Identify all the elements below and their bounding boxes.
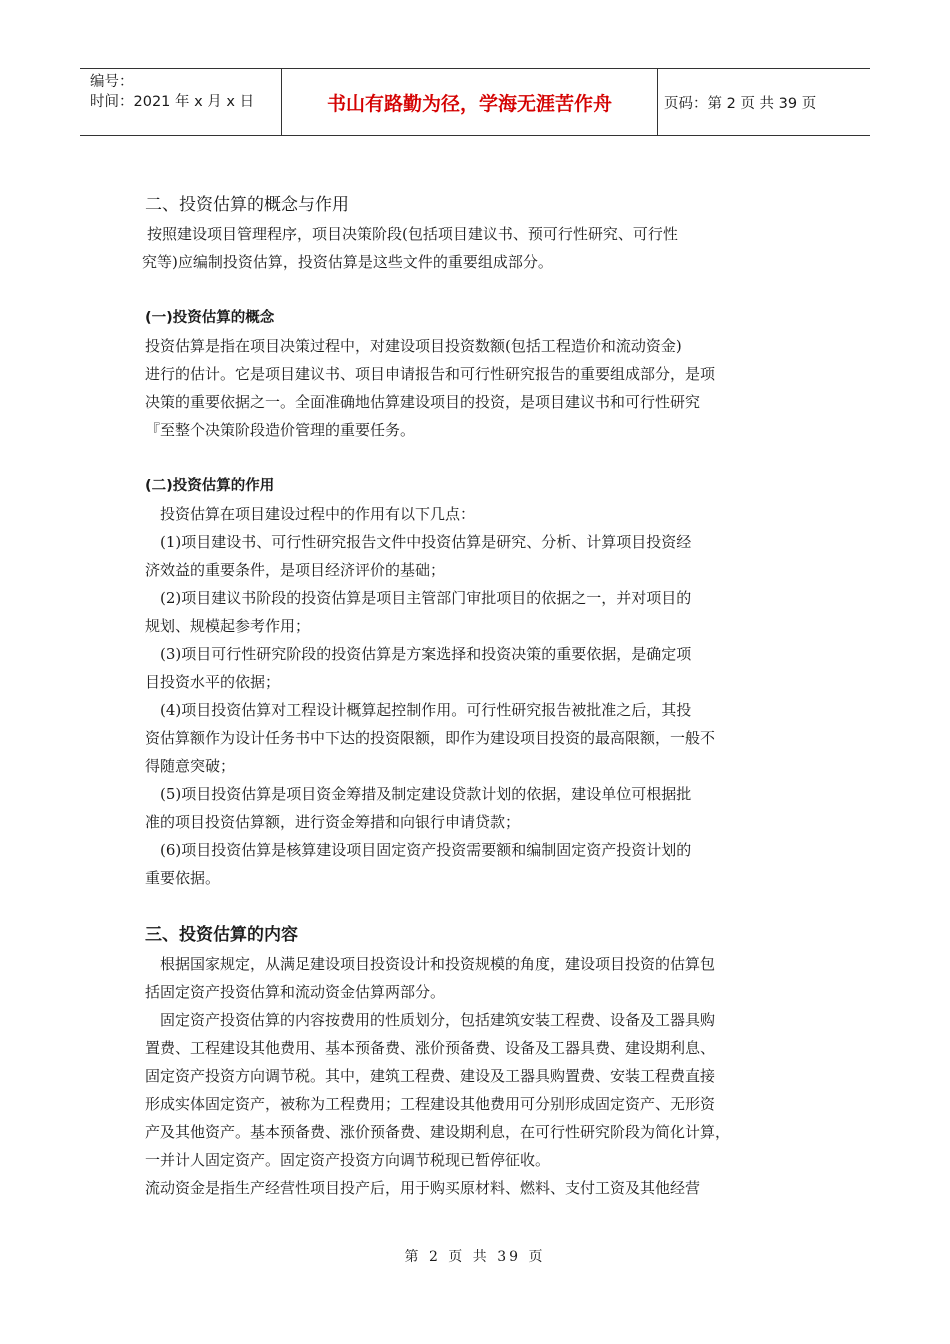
paragraph-line: 形成实体固定资产，被称为工程费用；工程建设其他费用可分别形成固定资产、无形资 — [145, 1095, 716, 1113]
list-item-line: (2)项目建议书阶段的投资估算是项目主管部门审批项目的依据之一，并对项目的 — [160, 589, 692, 607]
list-item-line: 准的项目投资估算额，进行资金筹措和向银行申请贷款； — [145, 813, 521, 831]
subsection-heading-2-2: (二)投资估算的作用 — [145, 478, 275, 494]
list-item-line: 重要依据。 — [145, 869, 221, 887]
paragraph-line: 固定资产投资估算的内容按费用的性质划分，包括建筑安装工程费、设备及工器具购 — [160, 1011, 716, 1029]
list-item-line: (4)项目投资估算对工程设计概算起控制作用。可行性研究报告被批准之后，其投 — [160, 701, 692, 719]
paragraph-line: 根据国家规定，从满足建设项目投资设计和投资规模的角度，建设项目投资的估算包 — [160, 955, 716, 973]
header-motto: 书山有路勤为径，学海无涯苦作舟 — [282, 69, 658, 135]
document-date: 时间：2021 年 x 月 x 日 — [90, 94, 255, 110]
list-item-line: (1)项目建设书、可行性研究报告文件中投资估算是研究、分析、计算项目投资经 — [160, 533, 692, 551]
list-item-line: 目投资水平的依据； — [145, 673, 281, 691]
list-item-line: 规划、规模起参考作用； — [145, 617, 311, 635]
document-body — [142, 190, 795, 1202]
list-item-line: (5)项目投资估算是项目资金筹措及制定建设贷款计划的依据，建设单位可根据批 — [160, 785, 692, 803]
paragraph-line: 括固定资产投资估算和流动资金估算两部分。 — [145, 983, 446, 1001]
paragraph-line: 按照建设项目管理程序，项目决策阶段(包括项目建议书、预可行性研究、可行性 — [147, 225, 678, 243]
header-page-info: 页码：第 2 页 共 39 页 — [664, 95, 817, 112]
subsection-heading-2-1: (一)投资估算的概念 — [145, 310, 275, 326]
paragraph-line: 产及其他资产。基本预备费、涨价预备费、建设期利息，在可行性研究阶段为简化计算， — [145, 1123, 731, 1141]
section-heading-3: 三、投资估算的内容 — [145, 925, 298, 945]
paragraph-line: 投资估算在项目建设过程中的作用有以下几点： — [160, 505, 476, 523]
paragraph-line: 究等)应编制投资估算，投资估算是这些文件的重要组成部分。 — [142, 253, 553, 271]
list-item-line: (3)项目可行性研究阶段的投资估算是方案选择和投资决策的重要依据，是确定项 — [160, 645, 692, 663]
paragraph-line: 决策的重要依据之一。全面准确地估算建设项目的投资，是项目建议书和可行性研究 — [145, 393, 701, 411]
paragraph-line: 投资估算是指在项目决策过程中，对建设项目投资数额(包括工程造价和流动资金) — [145, 337, 682, 355]
paragraph-line: 流动资金是指生产经营性项目投产后，用于购买原材料、燃料、支付工资及其他经营 — [145, 1179, 701, 1197]
list-item-line: 资估算额作为设计任务书中下达的投资限额，即作为建设项目投资的最高限额，一般不 — [145, 729, 716, 747]
paragraph-line: 一并计人固定资产。固定资产投资方向调节税现已暂停征收。 — [145, 1151, 551, 1169]
list-item-line: 济效益的重要条件，是项目经济评价的基础； — [145, 561, 446, 579]
list-item-line: (6)项目投资估算是核算建设项目固定资产投资需要额和编制固定资产投资计划的 — [160, 841, 692, 859]
paragraph-line: 置费、工程建设其他费用、基本预备费、涨价预备费、设备及工器具费、建设期利息、 — [145, 1039, 716, 1057]
page-header — [80, 68, 870, 136]
document-number-label: 编号： — [90, 74, 134, 90]
paragraph-line: 固定资产投资方向调节税。其中，建筑工程费、建设及工器具购置费、安装工程费直接 — [145, 1067, 716, 1085]
section-heading-2: 二、投资估算的概念与作用 — [145, 195, 349, 215]
page-footer: 第 2 页 共 39 页 — [404, 1249, 546, 1265]
list-item-line: 得随意突破； — [145, 757, 236, 775]
header-left-cell — [80, 69, 282, 135]
paragraph-line: 『至整个决策阶段造价管理的重要任务。 — [145, 421, 416, 439]
paragraph-line: 进行的估计。它是项目建议书、项目申请报告和可行性研究报告的重要组成部分，是项 — [145, 365, 716, 383]
